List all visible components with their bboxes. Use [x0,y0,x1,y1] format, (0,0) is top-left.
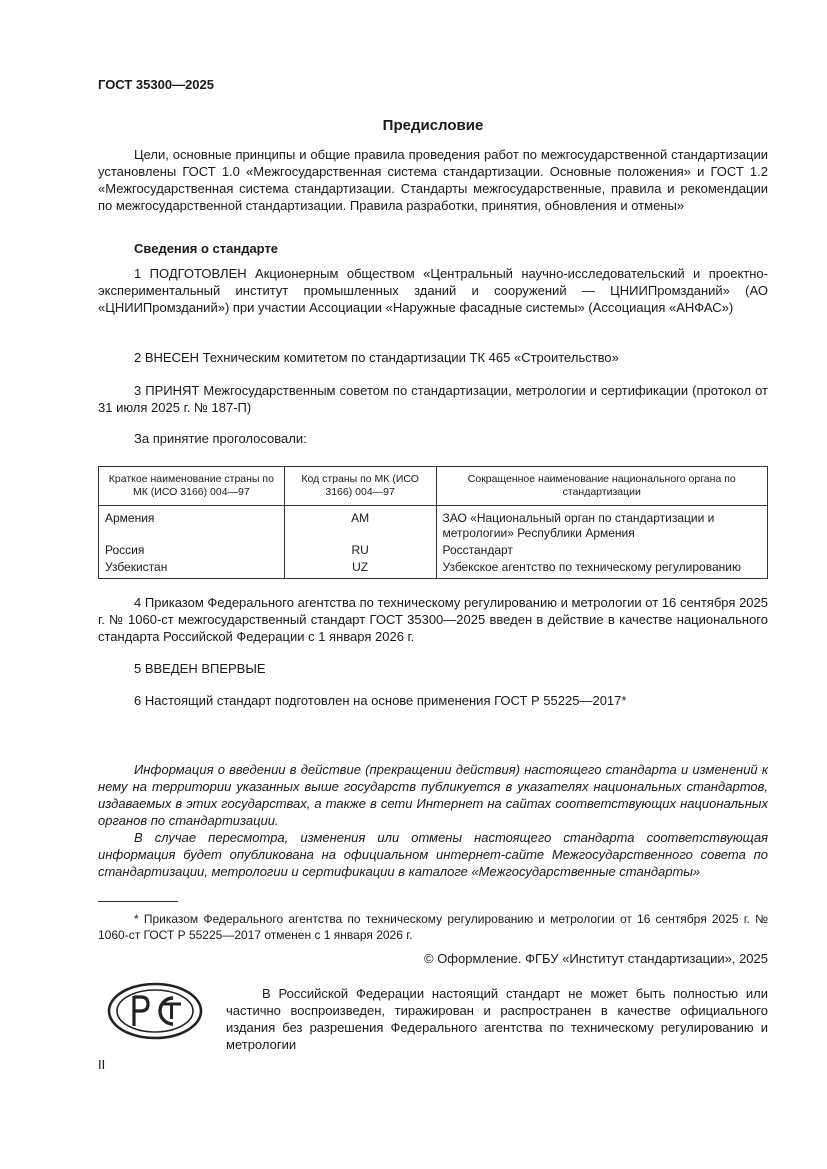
item-5-first-introduced: 5 ВВЕДЕН ВПЕРВЫЕ [134,661,266,676]
voting-table [98,466,768,579]
table-row [99,506,768,543]
cell-code: UZ [284,559,436,579]
footnote-divider [98,901,178,902]
table-header-row [99,467,768,506]
cell-country: Узбекистан [99,559,285,579]
notice-paragraph-2: В случае пересмотра, изменения или отмены настоящего стандарта соответствующая информация будет опубликована на официальном интернет-сайте Межгосударственного совета по стандартизации, метрологии и сертификации в каталоге «Межгосударственные стандарты» [98,830,768,879]
item-6-based-on: 6 Настоящий стандарт подготовлен на основе применения ГОСТ Р 55225—2017* [134,693,627,708]
page-title: Предисловие [382,117,484,134]
table-row [99,559,768,579]
header-country-name: Краткое наименование страны по МК (ИСО 3166) 004—97 [99,467,285,506]
cell-body: Узбекское агентство по техническому регулированию [436,559,768,579]
item-2-submitted: 2 ВНЕСЕН Техническим комитетом по стандартизации ТК 465 «Строительство» [134,350,619,365]
logo-letter-t [162,1004,181,1019]
cell-body: ЗАО «Национальный орган по стандартизации и метрологии» Республики Армения [436,506,768,543]
table-row [99,542,768,559]
header-country-code: Код страны по МК (ИСО 3166) 004—97 [284,467,436,506]
header-national-body: Сокращенное наименование национального органа по стандартизации [436,467,768,506]
copyright-notice: © Оформление. ФГБУ «Институт стандартизации», 2025 [424,951,768,966]
notice-paragraph-1: Информация о введении в действие (прекращении действия) настоящего стандарта и изменений к нему на территории указанных выше государств публикуется в указателях национальных стандартов, издаваемых в этих государствах, а также в сети Интернет на сайтах соответствующих национальных органов по стандартизации. [98,762,768,828]
page-number: II [98,1057,106,1072]
section-title: Сведения о стандарте [134,241,279,256]
vote-intro: За принятие проголосовали: [134,431,307,446]
cell-country: Армения [99,506,285,543]
intro-paragraph: Цели, основные принципы и общие правила проведения работ по межгосударственной стандартизации установлены ГОСТ 1.0 «Межгосударственная система стандартизации. Основные положения» и ГОСТ 1.2 «Межгосударственная система стандартизации. Стандарты межгосударственные, правила и рекомендации по межгосударственной стандартизации. Правила разработки, принятия, обновления и отмены» [98,147,768,213]
rights-notice: В Российской Федерации настоящий стандарт не может быть полностью или частично воспроизведен, тиражирован и распространен в качестве официального издания без разрешения Федерального агентства по техническому регулированию и метрологии [226,986,768,1052]
cell-code: RU [284,542,436,559]
item-3-adopted: 3 ПРИНЯТ Межгосударственным советом по стандартизации, метрологии и сертификации (протокол от 31 июля 2025 г. № 187-П) [98,383,768,415]
item-4-order: 4 Приказом Федерального агентства по техническому регулированию и метрологии от 16 сентября 2025 г. № 1060-ст межгосударственный стандарт ГОСТ 35300—2025 введен в действие в качестве национального стандарта Российской Федерации с 1 января 2026 г. [98,595,768,644]
cell-country: Россия [99,542,285,559]
gost-logo-icon [107,982,203,1045]
item-1-prepared: 1 ПОДГОТОВЛЕН Акционерным обществом «Центральный научно-исследовательский и проектно-экспериментальный институт промышленных зданий и сооружений — ЦНИИПромзданий» (АО «ЦНИИПромзданий») при участии Ассоциации «Наружные фасадные системы» (Ассоциация «АНФАС») [98,266,768,315]
cell-code: AM [284,506,436,543]
cell-body: Росстандарт [436,542,768,559]
footnote: * Приказом Федерального агентства по техническому регулированию и метрологии от 16 сентября 2025 г. № 1060-ст ГОСТ Р 55225—2017 отменен с 1 января 2026 г. [98,912,768,942]
logo-letter-r [134,996,148,1026]
document-code: ГОСТ 35300—2025 [98,77,214,92]
